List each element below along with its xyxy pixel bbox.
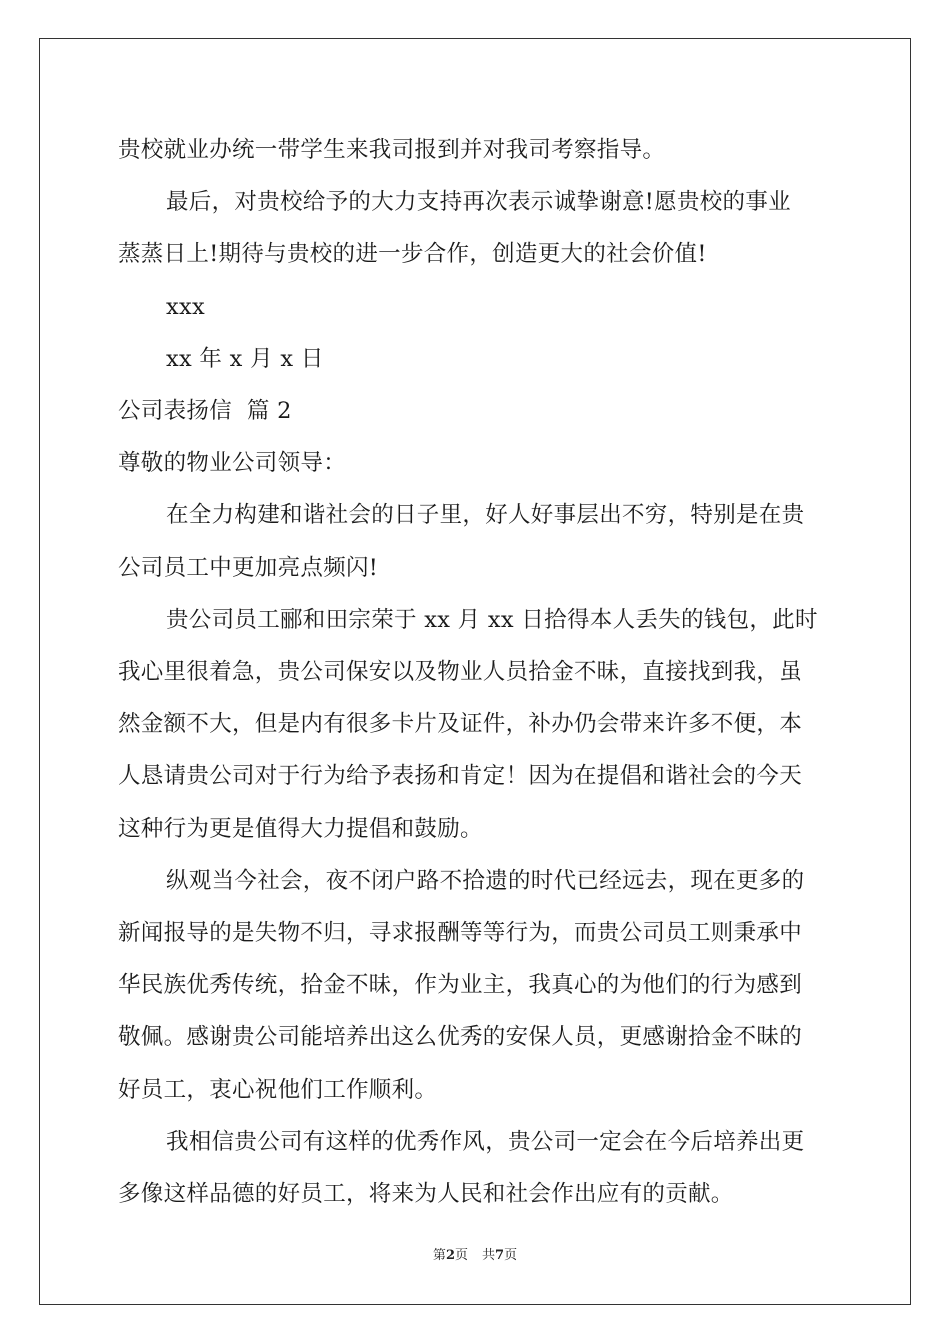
text-line: 好员工，衷心祝他们工作顺利。 bbox=[118, 1076, 438, 1103]
page-number bbox=[433, 1248, 468, 1263]
text-line: 纵观当今社会，夜不闭户路不拾遗的时代已经远去，现在更多的 bbox=[166, 867, 805, 894]
text-line: 我相信贵公司有这样的优秀作风，贵公司一定会在今后培养出更 bbox=[166, 1128, 805, 1155]
total-prefix: 共 bbox=[482, 1248, 496, 1263]
page-total bbox=[482, 1248, 517, 1263]
text-line: 贵公司员工郦和田宗荣于 xx 月 xx 日拾得本人丢失的钱包，此时 bbox=[166, 606, 818, 633]
salutation: 尊敬的物业公司领导： bbox=[118, 450, 347, 477]
text-line: 蒸蒸日上!期待与贵校的进一步合作，创造更大的社会价值! bbox=[118, 241, 707, 268]
text-line: 在全力构建和谐社会的日子里，好人好事层出不穷，特别是在贵 bbox=[166, 502, 805, 529]
total-pages: 7 bbox=[495, 1248, 505, 1263]
signature-date: xx 年 x 月 x 日 bbox=[166, 345, 324, 372]
text-line: 这种行为更是值得大力提倡和鼓励。 bbox=[118, 815, 483, 842]
text-line: 公司员工中更加亮点频闪! bbox=[118, 554, 379, 581]
page-footer bbox=[0, 1246, 950, 1266]
text-line: 我心里很着急，贵公司保安以及物业人员拾金不昧，直接找到我，虽 bbox=[118, 659, 803, 686]
total-suffix: 页 bbox=[504, 1248, 518, 1263]
text-line: 人恳请贵公司对于行为给予表扬和肯定！因为在提倡和谐社会的今天 bbox=[118, 763, 803, 790]
page-prefix: 第 bbox=[432, 1248, 446, 1263]
text-line: 新闻报导的是失物不归，寻求报酬等等行为，而贵公司员工则秉承中 bbox=[118, 920, 803, 947]
document-body bbox=[118, 124, 834, 1220]
text-line: 然金额不大，但是内有很多卡片及证件，补办仍会带来许多不便，本 bbox=[118, 711, 803, 738]
signature-name: xxx bbox=[166, 293, 205, 320]
text-line: 华民族优秀传统，拾金不昧，作为业主，我真心的为他们的行为感到 bbox=[118, 972, 803, 999]
text-line: 敬佩。感谢贵公司能培养出这么优秀的安保人员，更感谢拾金不昧的 bbox=[118, 1024, 803, 1051]
page-suffix: 页 bbox=[454, 1248, 468, 1263]
text-line: 多像这样品德的好员工，将来为人民和社会作出应有的贡献。 bbox=[118, 1181, 734, 1208]
section-heading: 公司表扬信 篇 2 bbox=[118, 398, 292, 425]
text-line: 最后，对贵校给予的大力支持再次表示诚挚谢意!愿贵校的事业 bbox=[166, 189, 791, 216]
text-line: 贵校就业办统一带学生来我司报到并对我司考察指导。 bbox=[118, 137, 666, 163]
current-page: 2 bbox=[445, 1248, 455, 1263]
